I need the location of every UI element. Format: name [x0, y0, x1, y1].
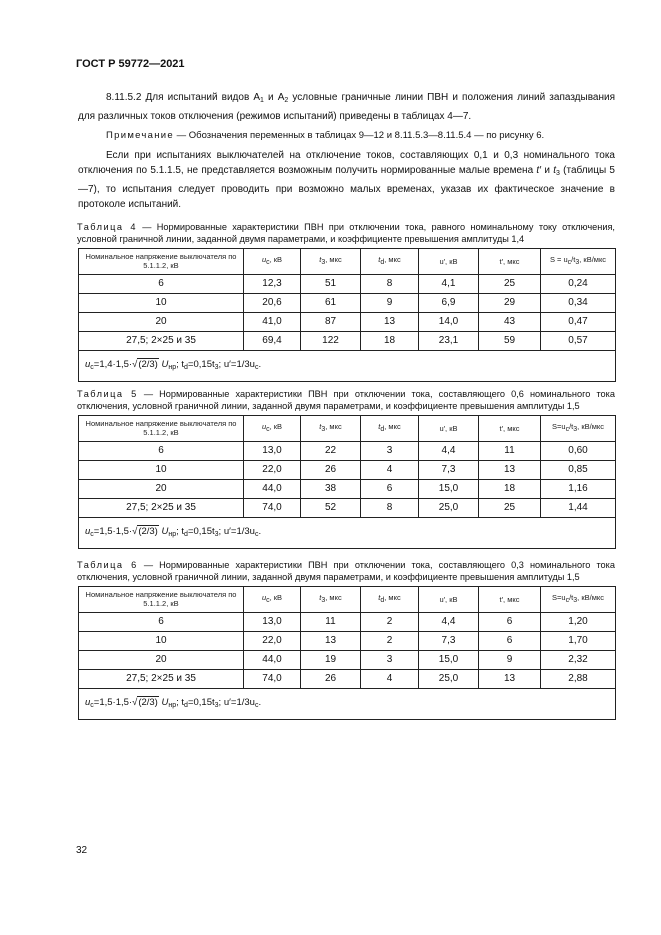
table-row [79, 312, 616, 331]
cell: 87 [301, 312, 361, 331]
col-header-uc: uc, кВ [244, 586, 301, 612]
col-header-s: S=uc/t3, кВ/мкс [541, 586, 616, 612]
table-header-row [79, 248, 616, 274]
cell: 8 [361, 498, 419, 517]
cell: 18 [361, 331, 419, 350]
cell: 0,57 [541, 331, 616, 350]
table-row [79, 612, 616, 631]
cell: 38 [301, 479, 361, 498]
table-4-caption: Таблица 4 — Нормированные характеристики ПВН при отключении тока, равного номинальному току отключения, условной граничной линии, заданной двумя параметрами, и коэффициенте превышения амплитуды 1,4 [77, 221, 615, 244]
cell: 4,1 [419, 274, 479, 293]
col-header-t-prime: t′, мкс [479, 415, 541, 441]
col-header-t3: t3, мкс [301, 586, 361, 612]
table-row [79, 460, 616, 479]
cell: 41,0 [244, 312, 301, 331]
table-formula-row [79, 350, 616, 381]
table-formula-row [79, 517, 616, 548]
cell: 27,5; 2×25 и 35 [79, 669, 244, 688]
cell: 25,0 [419, 669, 479, 688]
col-header-t-prime: t′, мкс [479, 586, 541, 612]
cell: 26 [301, 460, 361, 479]
cell: 0,24 [541, 274, 616, 293]
cell: 74,0 [244, 498, 301, 517]
table-5-caption: Таблица 5 — Нормированные характеристики ПВН при отключении тока, составляющего 0,6 номинального тока отключения, условной граничной линии, заданной двумя параметрами, и коэффициенте превышения амплитуды 1,5 [77, 388, 616, 411]
cell: 59 [479, 331, 541, 350]
col-header-voltage: Номинальное напряжение выключателя по 5.1.1.2, кВ [79, 248, 244, 274]
cell: 2 [361, 631, 419, 650]
col-header-voltage: Номинальное напряжение выключателя по 5.1.1.2, кВ [79, 415, 244, 441]
cell: 6 [479, 631, 541, 650]
cell: 4 [361, 460, 419, 479]
table-5-formula: $u_c=1,5\cdot 1,5\cdot√(2/3)$ $U_{нр}$; $t_d=0,15t_3$; $u'=1/3u_c$. [79, 517, 616, 548]
cell: 1,70 [541, 631, 616, 650]
cell: 2,32 [541, 650, 616, 669]
table-row [79, 441, 616, 460]
col-header-td: td, мкс [361, 248, 419, 274]
cell: 8 [361, 274, 419, 293]
cell: 15,0 [419, 479, 479, 498]
cell: 2 [361, 612, 419, 631]
cell: 15,0 [419, 650, 479, 669]
cell: 1,44 [541, 498, 616, 517]
cell: 3 [361, 650, 419, 669]
cell: 1,16 [541, 479, 616, 498]
table-6-caption: Таблица 6 — Нормированные характеристики ПВН при отключении тока, составляющего 0,3 номинального тока отключения, условной граничной линии, заданной двумя параметрами, и коэффициенте превышения амплитуды 1,5 [77, 559, 616, 582]
cell: 13 [301, 631, 361, 650]
cell: 51 [301, 274, 361, 293]
col-header-t3: t3, мкс [301, 415, 361, 441]
col-header-u-prime: u′, кВ [419, 586, 479, 612]
cell: 11 [479, 441, 541, 460]
table-row [79, 331, 616, 350]
cell: 69,4 [244, 331, 301, 350]
table-row [79, 631, 616, 650]
paragraph-8-11-5-2: 8.11.5.2 Для испытаний видов $А_1$ и $А_2$ условные граничные линии ПВН и положения линий запаздывания для различных токов отключения (режимов испытаний) приведены в таблицах 4—7. [78, 92, 615, 122]
cell: 26 [301, 669, 361, 688]
col-header-uc: uc, кВ [244, 415, 301, 441]
table-row [79, 669, 616, 688]
cell: 11 [301, 612, 361, 631]
cell: 122 [301, 331, 361, 350]
cell: 23,1 [419, 331, 479, 350]
cell: 20 [79, 650, 244, 669]
cell: 0,34 [541, 293, 616, 312]
cell: 52 [301, 498, 361, 517]
table-header-row [79, 586, 616, 612]
cell: 6 [79, 441, 244, 460]
table-row [79, 650, 616, 669]
cell: 19 [301, 650, 361, 669]
cell: 6,9 [419, 293, 479, 312]
cell: 6 [79, 274, 244, 293]
cell: 0,60 [541, 441, 616, 460]
col-header-u-prime: u′, кВ [419, 415, 479, 441]
cell: 29 [479, 293, 541, 312]
cell: 7,3 [419, 460, 479, 479]
cell: 6 [479, 612, 541, 631]
paragraph-test-times: Если при испытаниях выключателей на отключение токов, составляющих 0,1 и 0,3 номинального тока отключения по 5.1.1.5, не представляется возможным получить нормированные малые времена t′ и $t_3$ (таблицы 5—7), то испытания следует проводить при возможно малых временах, указав их фактическое значение в протоколе испытаний. [78, 149, 615, 211]
table-6 [78, 586, 616, 720]
col-header-s: S = uc/t3, кВ/мкс [541, 248, 616, 274]
sqrt-icon: √ [132, 697, 138, 708]
document-header: ГОСТ Р 59772—2021 [76, 58, 185, 70]
cell: 43 [479, 312, 541, 331]
cell: 14,0 [419, 312, 479, 331]
cell: 0,85 [541, 460, 616, 479]
table-4-formula: $u_c=1,4\cdot 1,5\cdot√(2/3)$ $U_{нр}$; $t_d=0,15t_3$; $u'=1/3u_c$. [79, 350, 616, 381]
col-header-uc: uc, кВ [244, 248, 301, 274]
cell: 18 [479, 479, 541, 498]
cell: 22,0 [244, 460, 301, 479]
note: Примечание — Обозначения переменных в таблицах 9—12 и 8.11.5.3—8.11.5.4 — по рисунку 6. [106, 130, 545, 141]
cell: 4,4 [419, 612, 479, 631]
cell: 44,0 [244, 479, 301, 498]
cell: 9 [361, 293, 419, 312]
cell: 0,47 [541, 312, 616, 331]
cell: 25,0 [419, 498, 479, 517]
table-row [79, 498, 616, 517]
table-5 [78, 415, 616, 549]
cell: 20 [79, 479, 244, 498]
cell: 13 [361, 312, 419, 331]
col-header-t3: t3, мкс [301, 248, 361, 274]
cell: 10 [79, 631, 244, 650]
table-row [79, 479, 616, 498]
cell: 6 [79, 612, 244, 631]
cell: 9 [479, 650, 541, 669]
cell: 2,88 [541, 669, 616, 688]
cell: 20,6 [244, 293, 301, 312]
cell: 25 [479, 498, 541, 517]
table-6-formula: $u_c=1,5\cdot 1,5\cdot√(2/3)$ $U_{нр}$; $t_d=0,15t_3$; $u'=1/3u_c$. [79, 688, 616, 719]
table-formula-row [79, 688, 616, 719]
cell: 44,0 [244, 650, 301, 669]
table-header-row [79, 415, 616, 441]
cell: 27,5; 2×25 и 35 [79, 498, 244, 517]
note-label: Примечание [106, 130, 174, 141]
col-header-td: td, мкс [361, 586, 419, 612]
cell: 6 [361, 479, 419, 498]
cell: 25 [479, 274, 541, 293]
cell: 10 [79, 460, 244, 479]
cell: 13,0 [244, 612, 301, 631]
col-header-td: td, мкс [361, 415, 419, 441]
col-header-s: S=uc/t3, кВ/мкс [541, 415, 616, 441]
cell: 4,4 [419, 441, 479, 460]
sqrt-icon: √ [132, 526, 138, 537]
page-content [78, 90, 615, 720]
cell: 4 [361, 669, 419, 688]
table-row [79, 274, 616, 293]
col-header-voltage: Номинальное напряжение выключателя по 5.1.1.2, кВ [79, 586, 244, 612]
table-row [79, 293, 616, 312]
cell: 20 [79, 312, 244, 331]
cell: 12,3 [244, 274, 301, 293]
cell: 22,0 [244, 631, 301, 650]
table-4 [78, 248, 616, 382]
col-header-t-prime: t′, мкс [479, 248, 541, 274]
sqrt-icon: √ [132, 359, 138, 370]
cell: 1,20 [541, 612, 616, 631]
cell: 13 [479, 669, 541, 688]
cell: 13,0 [244, 441, 301, 460]
cell: 10 [79, 293, 244, 312]
cell: 7,3 [419, 631, 479, 650]
cell: 3 [361, 441, 419, 460]
col-header-u-prime: u′, кВ [419, 248, 479, 274]
cell: 27,5; 2×25 и 35 [79, 331, 244, 350]
cell: 61 [301, 293, 361, 312]
cell: 74,0 [244, 669, 301, 688]
cell: 13 [479, 460, 541, 479]
cell: 22 [301, 441, 361, 460]
page-number: 32 [76, 845, 88, 856]
